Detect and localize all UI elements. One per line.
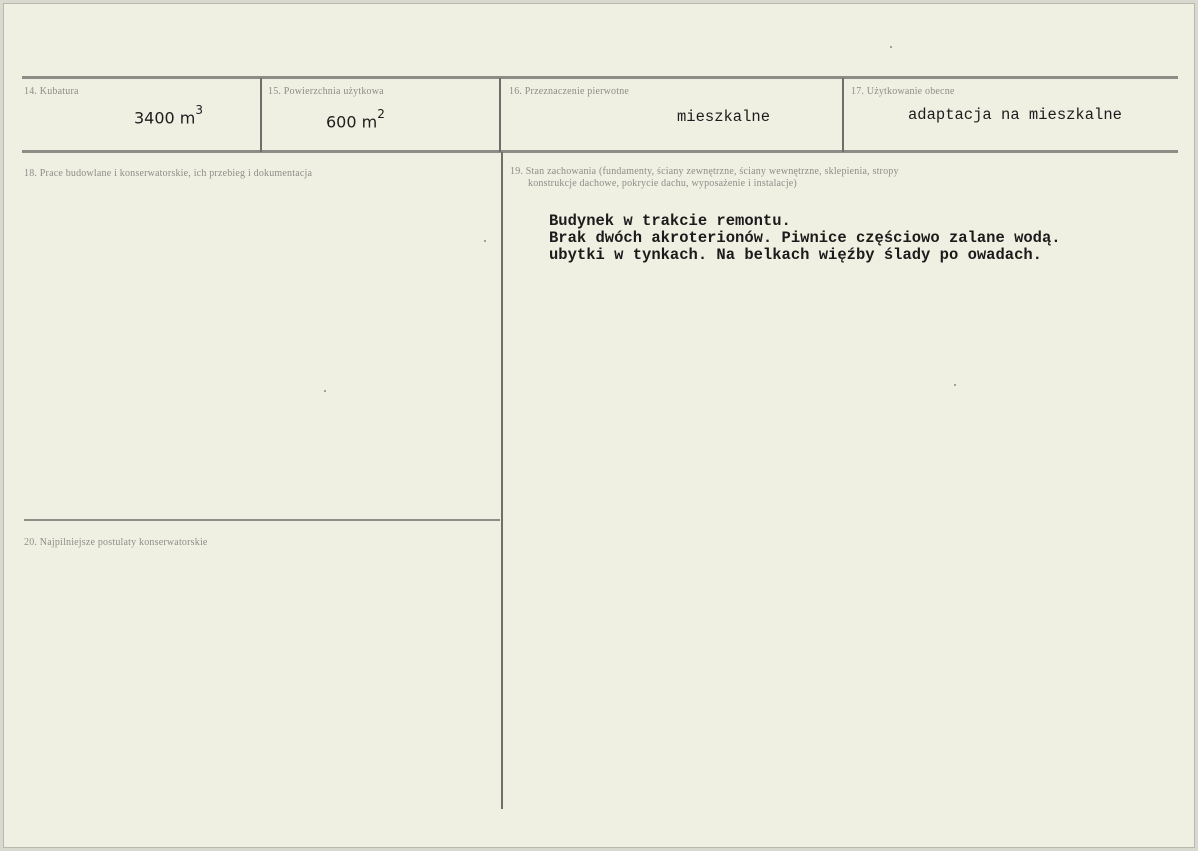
field-18-label: 18. Prace budowlane i konserwatorskie, ich przebieg i dokumentacja <box>24 168 313 179</box>
top-rule <box>22 76 1178 79</box>
field-19-label-line-1: 19. Stan zachowania (fundamenty, ściany zewnętrzne, ściany wewnętrzne, sklepienia, stropy <box>510 166 899 177</box>
speck <box>954 384 956 386</box>
field-20-label: 20. Najpilniejsze postulaty konserwatorskie <box>24 537 208 548</box>
divider-16-17 <box>842 78 844 152</box>
speck <box>890 46 892 48</box>
divider-main-column <box>501 152 503 809</box>
field-16-label: 16. Przeznaczenie pierwotne <box>509 86 630 97</box>
field-19-line: ubytki w tynkach. Na belkach więźby ślady po owadach. <box>549 246 1042 264</box>
record-card <box>3 3 1195 848</box>
field-19-line: Brak dwóch akroterionów. Piwnice częściowo zalane wodą. <box>549 229 1061 247</box>
speck <box>324 390 326 392</box>
field-16-value: mieszkalne <box>677 108 771 126</box>
field-14-value <box>134 103 204 128</box>
field-17-value: adaptacja na mieszkalne <box>908 106 1122 124</box>
section-20-rule <box>24 519 500 521</box>
field-14-exponent: 3 <box>195 103 204 117</box>
header-bottom-rule <box>22 150 1178 153</box>
field-15-exponent: 2 <box>377 107 385 121</box>
field-15-number: 600 m <box>326 112 378 132</box>
field-19-text <box>549 213 1061 264</box>
field-14-label: 14. Kubatura <box>24 86 79 97</box>
speck <box>484 240 486 242</box>
divider-14-15 <box>260 78 262 152</box>
field-19-label-line-2: konstrukcje dachowe, pokrycie dachu, wyposażenie i instalacje) <box>528 178 797 189</box>
field-15-value <box>326 107 385 132</box>
field-15-label: 15. Powierzchnia użytkowa <box>268 86 384 97</box>
field-19-line: Budynek w trakcie remontu. <box>549 212 791 230</box>
field-14-number: 3400 m <box>134 108 196 128</box>
divider-15-16 <box>499 78 501 152</box>
field-17-label: 17. Użytkowanie obecne <box>851 86 955 97</box>
